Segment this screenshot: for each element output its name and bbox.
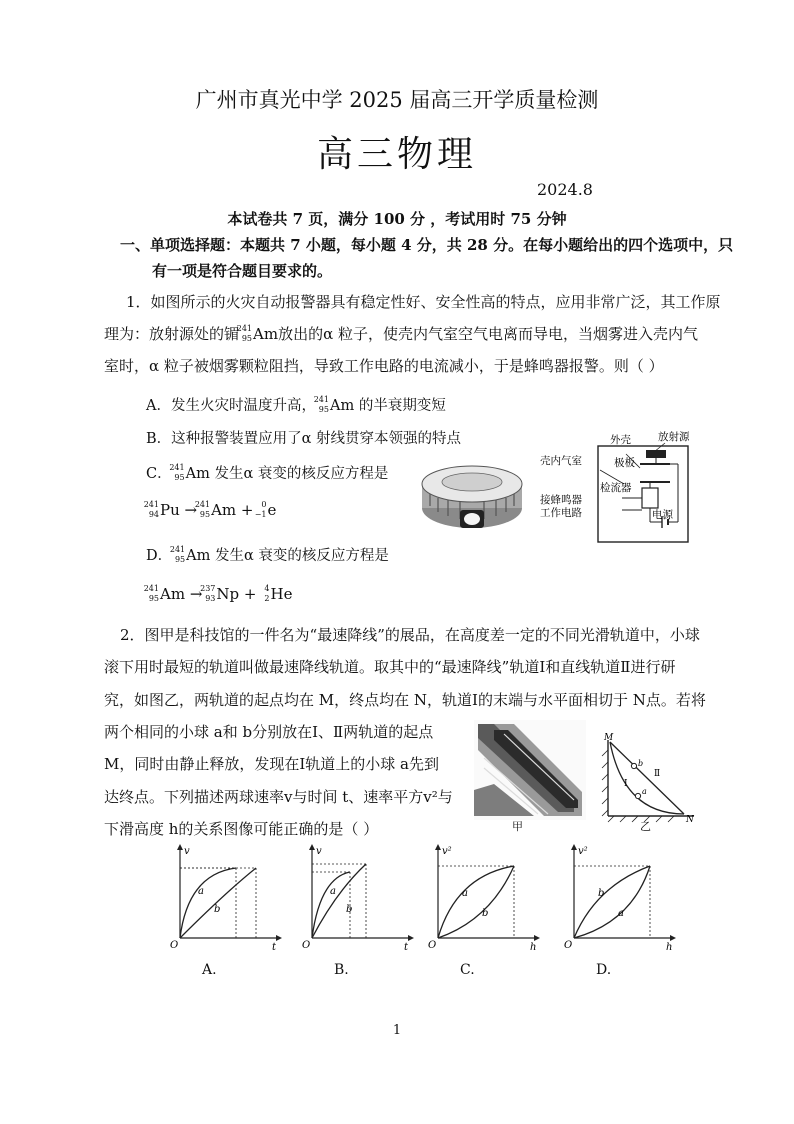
q1-option-c-equation <box>143 500 277 519</box>
label-N: N <box>686 815 694 825</box>
exam-info: 本试卷共 7 页，满分 100 分 ，考试用时 75 分钟 <box>227 210 567 228</box>
am-mass: 241 <box>143 584 159 593</box>
graph-x-axis-label: t <box>272 942 277 950</box>
pu-nuclide-symbol <box>143 500 160 519</box>
graph-mark <box>177 844 183 850</box>
am-nuclide-symbol <box>169 463 186 482</box>
q1-option-b: B．这种报警装置应用了α 射线贯穿本领强的特点 <box>146 431 462 447</box>
am-z: 95 <box>318 405 329 414</box>
section-heading-line2: 有一项是符合题目要求的。 <box>152 262 333 280</box>
q1-line2 <box>104 323 698 344</box>
exhibit-photo-jia <box>474 720 586 820</box>
graph-option-c <box>426 842 542 950</box>
figure-yi-caption: 乙 <box>640 820 651 833</box>
graph-option-label: A. <box>202 962 217 978</box>
graph-option-label: D. <box>596 962 612 978</box>
am-nuclide-symbol <box>143 584 160 603</box>
graph-mark <box>180 868 236 938</box>
graph-option-b <box>300 842 416 950</box>
school-title: 广州市真光中学 2025 届高三开学质量检测 <box>195 88 599 112</box>
q1-option-a <box>146 394 446 415</box>
shell-outline <box>598 446 688 542</box>
am-mass: 241 <box>169 463 185 472</box>
graph-mark <box>571 844 577 850</box>
q1-option-d-equation <box>143 584 293 603</box>
q1-option-d-text: Am 发生α 衰变的核反应方程是 <box>186 548 389 564</box>
q2-line4: 两个相同的小球 a和 b分别放在Ⅰ、Ⅱ两轨道的起点 <box>104 723 434 741</box>
graph-y-axis-label: v² <box>578 846 588 857</box>
q2-line6: 达终点。下列描述两球速率v与时间 t、速率平方v²与 <box>104 788 453 806</box>
smoke-detector-photo <box>416 458 528 536</box>
graph-curve-low-label: b <box>214 904 221 915</box>
graph-curve-top-label: b <box>598 888 605 899</box>
graph-curve-top-label: a <box>462 888 468 899</box>
eq-d-part1: Am → <box>160 585 203 603</box>
graph-mark <box>438 866 514 938</box>
graph-mark <box>180 868 256 938</box>
q2-line2: 滚下用时最短的轨道叫做最速降线轨道。取其中的“最速降线”轨道Ⅰ和直线轨道Ⅱ进行研 <box>104 658 676 676</box>
graph-option-d <box>562 842 678 950</box>
graph-curve-top-label: a <box>330 886 336 897</box>
graph-mark <box>309 844 315 850</box>
am-nuclide-symbol <box>313 395 330 414</box>
q1-option-a-text: A．发生火灾时温度升高， <box>146 398 316 414</box>
subject-title: 高三物理 <box>316 134 477 175</box>
am-z: 95 <box>174 473 185 482</box>
he-mass: 4 <box>264 584 270 593</box>
he-nuclide-symbol <box>256 584 270 603</box>
q1-option-c <box>146 462 388 483</box>
am-mass: 241 <box>169 545 186 554</box>
e-mass: 0 <box>261 500 267 509</box>
graph-x-axis-label: h <box>666 942 673 950</box>
figure-jia-caption: 甲 <box>512 820 523 833</box>
label-buzzer-2: 工作电路 <box>540 507 582 519</box>
q1-option-c-label: C． <box>146 466 172 482</box>
graph-mark <box>574 866 650 938</box>
graph-x-axis-label: t <box>404 942 409 950</box>
label-detector: 检流器 <box>600 482 632 494</box>
label-M: M <box>604 733 614 743</box>
q1-line2-start: 理为：放射源处的镅 <box>104 325 240 343</box>
q1-option-d <box>146 544 389 565</box>
graph-option-label: C. <box>460 962 475 978</box>
q1-option-c-text: Am 发生α 衰变的核反应方程是 <box>185 466 389 482</box>
page-number: 1 <box>392 1023 402 1038</box>
graph-mark <box>574 866 650 938</box>
q2-line7: 下滑高度 h的关系图像可能正确的是（ ） <box>104 820 379 838</box>
label-plate: 极板 <box>614 457 635 469</box>
label-battery: 电源 <box>652 509 673 521</box>
electron-symbol <box>254 500 268 519</box>
am-z: 95 <box>174 555 186 564</box>
alarm-circuit-diagram <box>538 430 696 548</box>
eq-c-part2: Am + <box>211 501 254 519</box>
pu-z: 94 <box>148 510 159 519</box>
graph-curve-low-label: a <box>618 908 624 919</box>
label-buzzer-1: 接蜂鸣器 <box>540 494 582 506</box>
graph-mark <box>438 866 514 938</box>
label-ball-b: b <box>638 759 644 768</box>
np-nuclide-symbol <box>200 584 216 603</box>
np-z: 93 <box>205 594 216 603</box>
graph-origin-label: O <box>170 940 179 950</box>
q1-option-d-label: D． <box>146 548 173 564</box>
graph-curve-low-label: b <box>346 904 353 915</box>
eq-d-part3: He <box>270 585 293 603</box>
graph-origin-label: O <box>302 940 311 950</box>
eq-c-part3: e <box>267 501 277 519</box>
e-z: −1 <box>254 510 267 519</box>
am-nuclide-symbol <box>236 324 253 343</box>
q2-line5: M，同时由静止释放，发现在Ⅰ轨道上的小球 a先到 <box>104 755 439 773</box>
label-track-II: Ⅱ <box>654 769 661 779</box>
label-source: 放射源 <box>658 431 690 443</box>
graph-option-label: B. <box>334 962 349 978</box>
exam-date: 2024.8 <box>537 180 593 199</box>
graph-x-axis-label: h <box>530 942 537 950</box>
q1-option-a-text-end: Am 的半衰期变短 <box>329 398 446 414</box>
graph-mark <box>534 935 540 941</box>
graph-mark <box>435 844 441 850</box>
pu-mass: 241 <box>143 500 159 509</box>
am-z: 95 <box>241 334 253 343</box>
graph-mark <box>312 864 366 938</box>
am-z: 95 <box>148 594 159 603</box>
graph-y-axis-label: v² <box>442 846 452 857</box>
np-mass: 237 <box>200 584 216 593</box>
am-z: 95 <box>199 510 211 519</box>
graph-curve-top-label: a <box>198 886 204 897</box>
graph-curve-low-label: b <box>482 908 489 919</box>
am-mass: 241 <box>194 500 211 509</box>
label-chamber: 壳内气室 <box>540 455 582 467</box>
graph-origin-label: O <box>564 940 573 950</box>
graph-option-a <box>168 842 284 950</box>
label-shell: 外壳 <box>610 434 631 446</box>
am-mass: 241 <box>313 395 329 404</box>
section-heading-line1: 一、单项选择题：本题共 7 小题，每小题 4 分，共 28 分。在每小题给出的四个选项中，只 <box>120 236 734 254</box>
label-ball-a: a <box>642 787 647 796</box>
q1-line2-end: Am放出的α 粒子，使壳内气室空气电离而导电，当烟雾进入壳内气 <box>253 325 698 343</box>
q2-line1: 2．图甲是科技馆的一件名为“最速降线”的展品，在高度差一定的不同光滑轨道中，小球 <box>120 626 700 644</box>
label-track-I: Ⅰ <box>624 779 628 789</box>
he-z: 2 <box>264 594 270 603</box>
eq-d-part2: Np + <box>216 585 257 603</box>
eq-c-part1: Pu → <box>160 501 198 519</box>
graph-mark <box>408 935 414 941</box>
am-mass: 241 <box>236 324 253 333</box>
q2-line3: 究，如图乙，两轨道的起点均在 M，终点均在 N，轨道Ⅰ的末端与水平面相切于 N点。若将 <box>104 691 706 709</box>
graph-mark <box>276 935 282 941</box>
q1-line3: 室时，α 粒子被烟雾颗粒阻挡，导致工作电路的电流减小，于是蜂鸣器报警。则（ ） <box>104 357 664 375</box>
graph-mark <box>670 935 676 941</box>
am-nuclide-symbol <box>194 500 211 519</box>
brachistochrone-diagram <box>598 730 710 830</box>
graph-origin-label: O <box>428 940 437 950</box>
am-nuclide-symbol <box>169 545 186 564</box>
q1-line1: 1．如图所示的火灾自动报警器具有稳定性好、安全性高的特点，应用非常广泛，其工作原 <box>126 293 721 311</box>
graph-y-axis-label: v <box>316 846 322 857</box>
graph-y-axis-label: v <box>184 846 190 857</box>
